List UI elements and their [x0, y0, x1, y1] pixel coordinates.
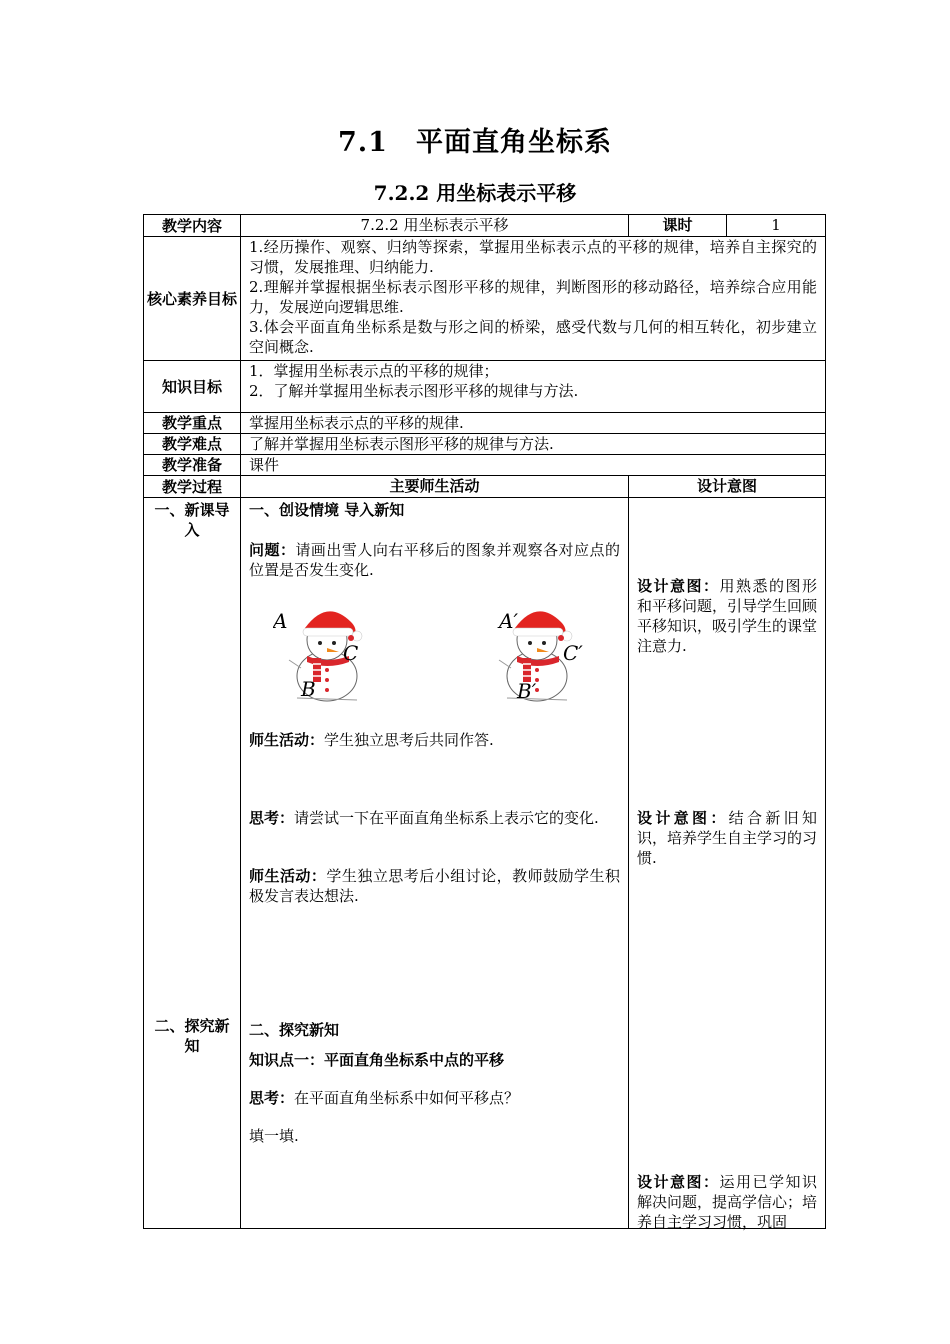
knowledge-item-1: 1．掌握用坐标表示点的平移的规律；	[249, 362, 499, 380]
intent3: 设计意图：运用已学知识解决问题，提高学信心；培养自主学习习惯，巩固	[637, 1173, 818, 1231]
point-a-prime-label: A′	[499, 609, 518, 633]
knowledge-label: 知识目标	[144, 361, 241, 413]
intent-column	[629, 498, 826, 1229]
point-c-prime-label: C′	[563, 641, 583, 665]
core-item-3: 3.体会平面直角坐标系是数与形之间的桥梁，感受代数与几何的相互转化，初步建立空间概念.	[249, 318, 817, 356]
core-item-1: 1.经历操作、观察、归纳等探索，掌握用坐标表示点的平移的规律，培养自主探究的习惯，发展推理、归纳能力.	[249, 238, 817, 276]
stage-column	[144, 498, 241, 1229]
difficulty-label: 教学难点	[144, 434, 241, 455]
think1: 思考：请尝试一下在平面直角坐标系上表示它的变化.	[249, 809, 599, 827]
key-value: 掌握用坐标表示点的平移的规律.	[241, 413, 826, 434]
point-b-prime-label: B′	[517, 679, 537, 703]
document-subtitle: 7.2.2 用坐标表示平移	[373, 181, 577, 205]
activity1: 师生活动：学生独立思考后共同作答.	[249, 731, 494, 749]
period-value: 1	[727, 215, 826, 237]
intent1: 设计意图：用熟悉的图形和平移问题，引导学生回顾平移知识，吸引学生的课堂注意力.	[637, 577, 818, 655]
knowledge-goals	[241, 361, 826, 413]
activity2: 师生活动：学生独立思考后小组讨论，教师鼓励学生积极发言表达想法.	[249, 867, 620, 905]
knowledge-item-2: 2．了解并掌握用坐标表示图形平移的规律与方法.	[249, 382, 579, 400]
activity-header: 主要师生活动	[241, 476, 629, 498]
section2-heading: 二、探究新知	[249, 1021, 340, 1039]
lesson-plan-table	[143, 214, 826, 1229]
point-b-label: B	[301, 677, 316, 701]
prep-value: 课件	[241, 455, 826, 476]
snowman-figure	[273, 594, 643, 709]
core-goals	[241, 237, 826, 361]
difficulty-value: 了解并掌握用坐标表示图形平移的规律与方法.	[241, 434, 826, 455]
snowman-translated	[497, 609, 583, 703]
intent2: 设计意图：结合新旧知识，培养学生自主学习的习惯.	[637, 809, 818, 867]
activity-column	[241, 498, 629, 1229]
core-label: 核心素养目标	[144, 237, 241, 361]
core-item-2: 2.理解并掌握根据坐标表示图形平移的规律，判断图形的移动路径，培养综合应用能力，发展逆向逻辑思维.	[249, 278, 817, 316]
stage-intro: 一、新课导入	[154, 501, 230, 539]
content-label: 教学内容	[144, 215, 241, 237]
snowman-original	[273, 609, 362, 701]
prep-label: 教学准备	[144, 455, 241, 476]
question: 问题：请画出雪人向右平移后的图象并观察各对应点的位置是否发生变化.	[249, 541, 620, 579]
document-title: 7.1 平面直角坐标系	[338, 127, 612, 158]
think2: 思考：在平面直角坐标系中如何平移点？	[249, 1089, 520, 1107]
content-value: 7.2.2 用坐标表示平移	[241, 215, 629, 237]
knowledge-point-1: 知识点一：平面直角坐标系中点的平移	[249, 1051, 505, 1069]
point-c-label: C	[343, 641, 359, 665]
section1-heading: 一、创设情境 导入新知	[249, 501, 405, 519]
process-label: 教学过程	[144, 476, 241, 498]
point-a-label: A	[273, 609, 288, 633]
fill-in: 填一填.	[249, 1127, 299, 1145]
intent-header: 设计意图	[629, 476, 826, 498]
period-label: 课时	[629, 215, 727, 237]
stage-explore: 二、探究新知	[154, 1017, 230, 1055]
key-label: 教学重点	[144, 413, 241, 434]
